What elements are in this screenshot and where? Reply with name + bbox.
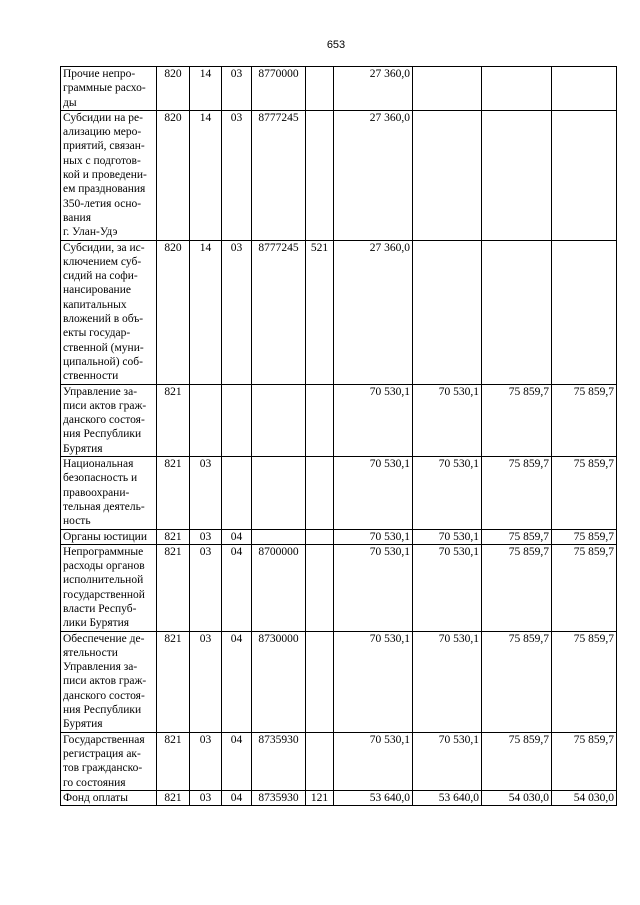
cell-amount-1: 70 530,1	[334, 457, 413, 529]
cell-expense-type-code	[306, 544, 334, 631]
cell-section-code: 03	[190, 790, 222, 805]
budget-table-body	[61, 67, 617, 806]
cell-expense-type-code: 121	[306, 790, 334, 805]
cell-row-name	[61, 631, 157, 732]
cell-amount-3: 75 859,7	[482, 631, 552, 732]
cell-row-name	[61, 790, 157, 805]
cell-expense-type-code	[306, 732, 334, 790]
cell-amount-2: 70 530,1	[413, 384, 482, 456]
cell-ministry-code: 821	[157, 631, 190, 732]
cell-target-article-code: 8735930	[252, 790, 306, 805]
table-row	[61, 732, 617, 790]
cell-target-article-code: 8730000	[252, 631, 306, 732]
row-name-text: Фонд оплаты	[63, 791, 128, 804]
cell-expense-type-code: 521	[306, 240, 334, 384]
table-row	[61, 384, 617, 456]
cell-target-article-code: 8700000	[252, 544, 306, 631]
cell-amount-2: 70 530,1	[413, 631, 482, 732]
cell-ministry-code: 821	[157, 732, 190, 790]
cell-target-article-code	[252, 457, 306, 529]
cell-amount-1: 27 360,0	[334, 110, 413, 240]
cell-amount-3: 75 859,7	[482, 732, 552, 790]
cell-section-code: 14	[190, 240, 222, 384]
cell-subsection-code: 04	[222, 790, 252, 805]
cell-amount-1: 53 640,0	[334, 790, 413, 805]
row-name-text: Прочие непро- граммные расхо- ды	[63, 68, 146, 109]
cell-amount-3	[482, 240, 552, 384]
table-row	[61, 457, 617, 529]
cell-amount-3: 75 859,7	[482, 544, 552, 631]
cell-subsection-code: 04	[222, 529, 252, 544]
cell-subsection-code: 04	[222, 631, 252, 732]
cell-target-article-code: 8770000	[252, 67, 306, 111]
cell-ministry-code: 821	[157, 544, 190, 631]
cell-amount-4: 75 859,7	[552, 457, 617, 529]
cell-amount-4: 54 030,0	[552, 790, 617, 805]
cell-section-code: 03	[190, 544, 222, 631]
cell-expense-type-code	[306, 384, 334, 456]
table-row	[61, 240, 617, 384]
cell-amount-1: 70 530,1	[334, 384, 413, 456]
cell-row-name	[61, 544, 157, 631]
row-name-text: Непрограммные расходы органов исполнительной государственной власти Респуб- лики Бурятия	[63, 545, 145, 630]
cell-section-code: 03	[190, 457, 222, 529]
cell-target-article-code: 8735930	[252, 732, 306, 790]
cell-ministry-code: 820	[157, 110, 190, 240]
cell-expense-type-code	[306, 631, 334, 732]
table-row	[61, 67, 617, 111]
cell-amount-2	[413, 110, 482, 240]
cell-amount-3: 54 030,0	[482, 790, 552, 805]
cell-ministry-code: 821	[157, 790, 190, 805]
cell-amount-1: 27 360,0	[334, 240, 413, 384]
cell-row-name	[61, 732, 157, 790]
cell-target-article-code: 8777245	[252, 110, 306, 240]
cell-amount-3	[482, 67, 552, 111]
cell-row-name	[61, 110, 157, 240]
table-row	[61, 529, 617, 544]
row-name-text: Национальная безопасность и правоохрани- тельная деятель- ность	[63, 458, 145, 528]
cell-expense-type-code	[306, 110, 334, 240]
cell-amount-2	[413, 67, 482, 111]
cell-amount-4: 75 859,7	[552, 384, 617, 456]
cell-expense-type-code	[306, 67, 334, 111]
cell-subsection-code	[222, 457, 252, 529]
budget-table	[60, 66, 617, 806]
cell-ministry-code: 821	[157, 457, 190, 529]
cell-subsection-code	[222, 384, 252, 456]
cell-amount-2: 70 530,1	[413, 457, 482, 529]
cell-amount-1: 70 530,1	[334, 529, 413, 544]
row-name-text: Управление за- писи актов граж- данского состоя- ния Республики Бурятия	[63, 385, 147, 455]
row-name-text: Органы юстиции	[63, 530, 147, 543]
table-row	[61, 544, 617, 631]
cell-subsection-code: 03	[222, 240, 252, 384]
cell-amount-4	[552, 240, 617, 384]
cell-amount-4: 75 859,7	[552, 732, 617, 790]
cell-target-article-code	[252, 384, 306, 456]
row-name-text: Субсидии на ре- ализацию меро- приятий, связан- ных с подготов- кой и проведени- ем празднования 350-летия осно- вания г. Улан-Удэ	[63, 111, 147, 239]
page-number: 653	[326, 39, 346, 51]
cell-section-code: 14	[190, 110, 222, 240]
row-name-text: Государственная регистрация ак- тов гражданско- го состояния	[63, 733, 145, 789]
cell-amount-4	[552, 67, 617, 111]
cell-amount-2	[413, 240, 482, 384]
cell-amount-4: 75 859,7	[552, 544, 617, 631]
cell-target-article-code	[252, 529, 306, 544]
cell-amount-3: 75 859,7	[482, 384, 552, 456]
cell-amount-1: 70 530,1	[334, 631, 413, 732]
cell-amount-1: 70 530,1	[334, 544, 413, 631]
cell-amount-3: 75 859,7	[482, 529, 552, 544]
cell-amount-2: 53 640,0	[413, 790, 482, 805]
cell-expense-type-code	[306, 529, 334, 544]
cell-section-code: 03	[190, 732, 222, 790]
cell-subsection-code: 03	[222, 67, 252, 111]
cell-amount-2: 70 530,1	[413, 732, 482, 790]
cell-section-code: 03	[190, 631, 222, 732]
cell-amount-1: 70 530,1	[334, 732, 413, 790]
cell-ministry-code: 820	[157, 67, 190, 111]
cell-row-name	[61, 384, 157, 456]
cell-row-name	[61, 529, 157, 544]
cell-amount-4: 75 859,7	[552, 631, 617, 732]
cell-row-name	[61, 240, 157, 384]
cell-row-name	[61, 67, 157, 111]
table-row	[61, 790, 617, 805]
cell-subsection-code: 04	[222, 544, 252, 631]
row-name-text: Субсидии, за ис- ключением суб- сидий на софи- нансирование капитальных вложений в объ- екты государ- ственной (муни- ципальной) соб- ственности	[63, 241, 145, 383]
cell-section-code: 14	[190, 67, 222, 111]
cell-section-code: 03	[190, 529, 222, 544]
cell-subsection-code: 04	[222, 732, 252, 790]
cell-amount-3: 75 859,7	[482, 457, 552, 529]
cell-amount-2: 70 530,1	[413, 529, 482, 544]
cell-amount-4: 75 859,7	[552, 529, 617, 544]
cell-amount-4	[552, 110, 617, 240]
cell-subsection-code: 03	[222, 110, 252, 240]
cell-target-article-code: 8777245	[252, 240, 306, 384]
cell-ministry-code: 821	[157, 384, 190, 456]
cell-amount-2: 70 530,1	[413, 544, 482, 631]
cell-row-name	[61, 457, 157, 529]
row-name-text: Обеспечение де- ятельности Управления за- писи актов граж- данского состоя- ния Республики Бурятия	[63, 632, 147, 731]
cell-section-code	[190, 384, 222, 456]
cell-amount-1: 27 360,0	[334, 67, 413, 111]
cell-ministry-code: 821	[157, 529, 190, 544]
table-row	[61, 631, 617, 732]
cell-ministry-code: 820	[157, 240, 190, 384]
cell-expense-type-code	[306, 457, 334, 529]
cell-amount-3	[482, 110, 552, 240]
table-row	[61, 110, 617, 240]
